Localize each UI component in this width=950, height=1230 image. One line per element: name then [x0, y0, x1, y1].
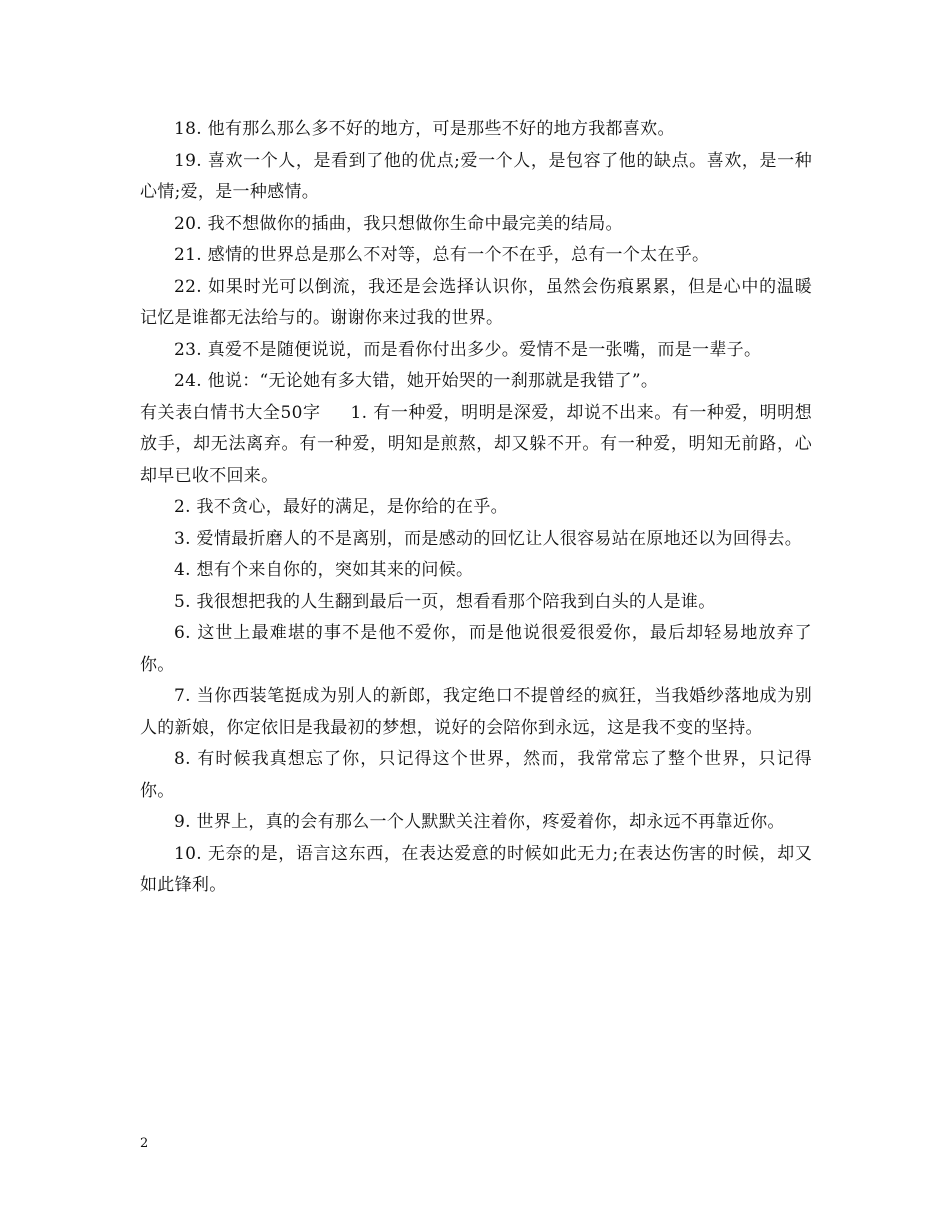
section-paragraph-5: 5. 我很想把我的人生翻到最后一页，想看看那个陪我到白头的人是谁。: [174, 591, 716, 612]
section-paragraph-8: 8. 有时候我真想忘了你，只记得这个世界，然而，我常常忘了整个世界，只记得你。: [140, 749, 812, 801]
paragraph-24: 24. 他说：“无论她有多大错，她开始哭的一刹那就是我错了”。: [174, 371, 659, 391]
section-paragraph-4: 4. 想有个来自你的，突如其来的问候。: [174, 560, 474, 580]
section-paragraph-6: 6. 这世上最难堪的事不是他不爱你，而是他说很爱很爱你，最后却轻易地放弃了你。: [140, 623, 812, 675]
section-intro-paragraph: [140, 398, 812, 493]
page-number: 2: [140, 1136, 149, 1151]
paragraph-21: 21. 感情的世界总是那么不对等，总有一个不在乎，总有一个太在乎。: [174, 245, 710, 265]
paragraph-23: 23. 真爱不是随便说说，而是看你付出多少。爱情不是一张嘴，而是一辈子。: [174, 339, 762, 360]
section-paragraph-10: 10. 无奈的是，语言这东西，在表达爱意的时候如此无力;在表达伤害的时候，却又如此锋利。: [140, 843, 812, 895]
document-body: [140, 114, 812, 902]
section-paragraph-9: 9. 世界上，真的会有那么一个人默默关注着你，疼爱着你，却永远不再靠近你。: [174, 812, 785, 832]
paragraph-20: 20. 我不想做你的插曲，我只想做你生命中最完美的结局。: [174, 213, 623, 234]
section-paragraph-3: 3. 爱情最折磨人的不是离别，而是感动的回忆让人很容易站在原地还以为回得去。: [174, 528, 803, 549]
paragraph-22: 22. 如果时光可以倒流，我还是会选择认识你，虽然会伤痕累累，但是心中的温暖记忆是谁都无法给与的。谢谢你来过我的世界。: [140, 276, 812, 328]
section-paragraph-7: 7. 当你西装笔挺成为别人的新郎，我定绝口不提曾经的疯狂，当我婚纱落地成为别人的新娘，你定依旧是我最初的梦想，说好的会陪你到永远，这是我不变的坚持。: [140, 686, 812, 738]
section-paragraph-2: 2. 我不贪心，最好的满足，是你给的在乎。: [174, 497, 508, 517]
section-paragraph-1: 1. 有一种爱，明明是深爱，却说不出来。有一种爱，明明想放手，却无法离弃。有一种爱，明知是煎熬，却又躲不开。有一种爱，明知无前路，心却早已收不回来。: [140, 402, 812, 486]
paragraph-18: 18. 他有那么那么多不好的地方，可是那些不好的地方我都喜欢。: [174, 119, 675, 139]
paragraph-19: 19. 喜欢一个人，是看到了他的优点;爱一个人，是包容了他的缺点。喜欢，是一种心情;爱，是一种感情。: [140, 150, 812, 202]
section-heading: 有关表白情书大全50字: [140, 402, 321, 423]
